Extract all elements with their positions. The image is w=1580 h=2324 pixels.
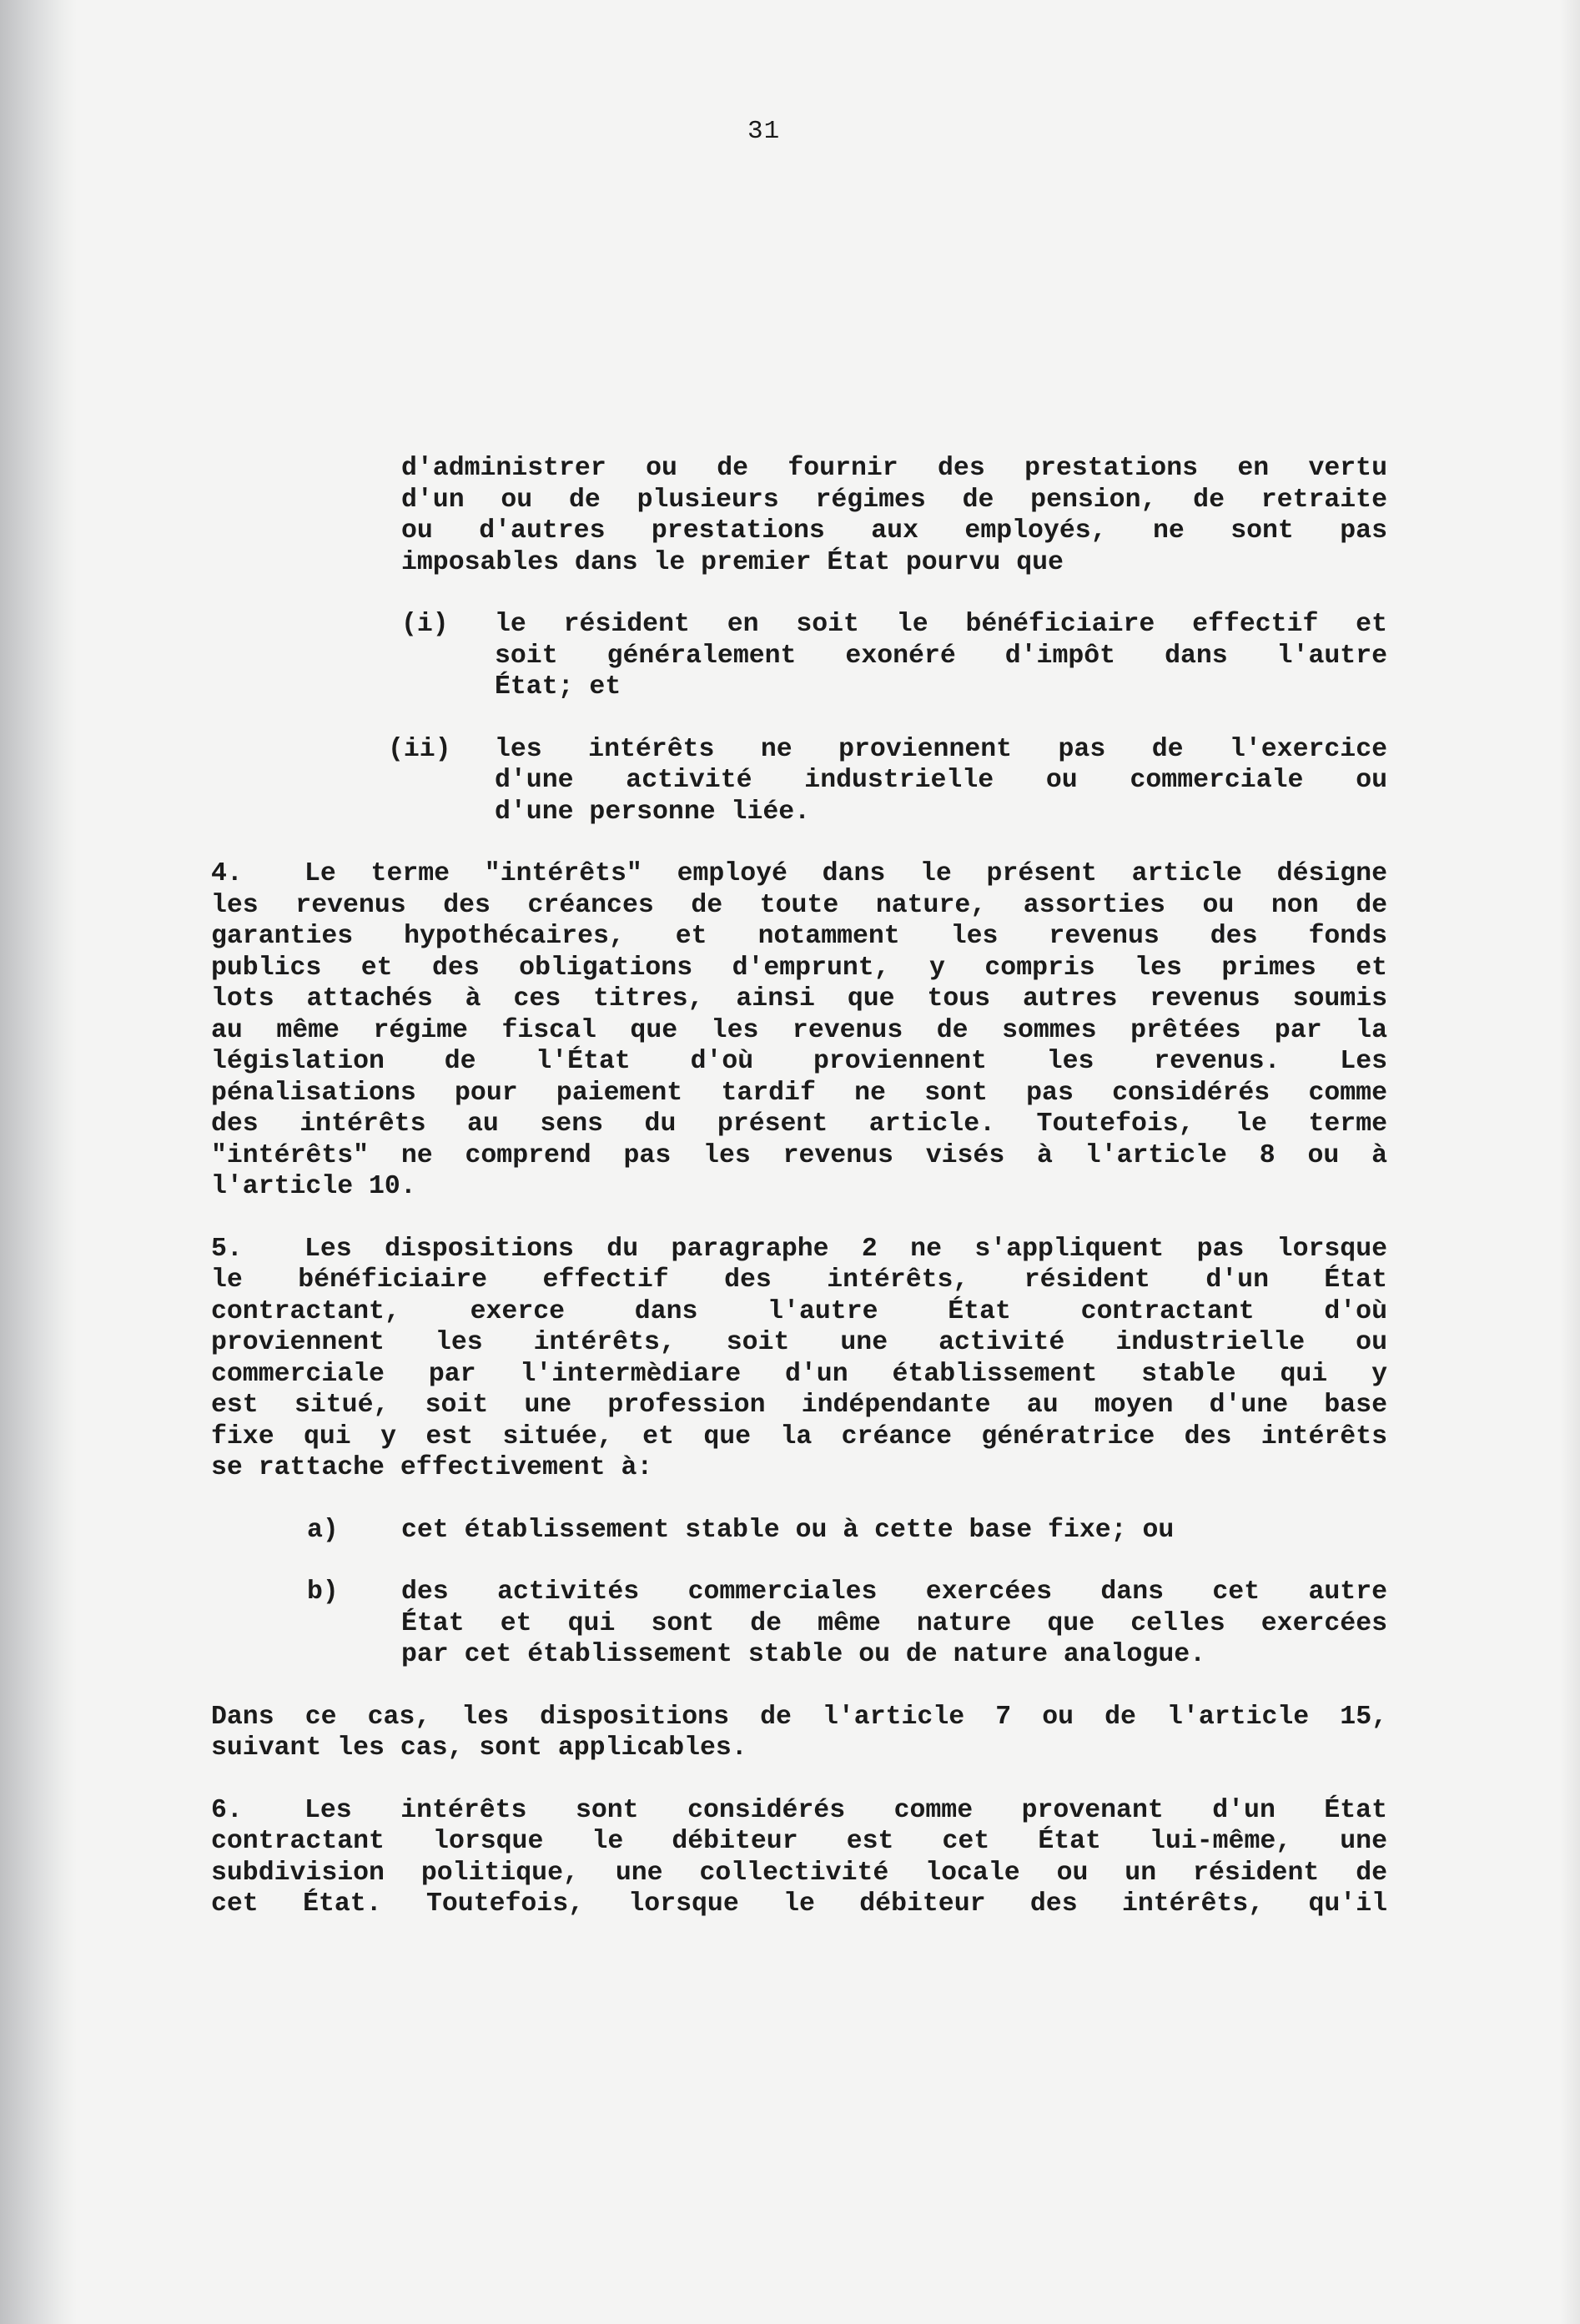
text-line: des intérêts au sens du présent article. Toutefois, le terme bbox=[211, 1109, 1387, 1139]
text-line: d'une personne liée. bbox=[495, 797, 811, 827]
text-line: imposables dans le premier État pourvu que bbox=[401, 547, 1064, 577]
text-line: contractant, exerce dans l'autre État contractant d'où bbox=[211, 1296, 1387, 1326]
text-line: proviennent les intérêts, soit une activité industrielle ou bbox=[211, 1328, 1387, 1357]
text-line: publics et des obligations d'emprunt, y compris les primes et bbox=[211, 953, 1387, 983]
paragraph-number: 4. bbox=[211, 859, 243, 888]
paragraph-number: 5. bbox=[211, 1234, 243, 1264]
paragraph-6 bbox=[211, 1795, 1387, 1920]
list-marker: a) bbox=[307, 1515, 339, 1545]
paragraph-4 bbox=[211, 858, 1387, 1203]
list-marker: (i) bbox=[401, 610, 449, 639]
condition-item-ii bbox=[211, 734, 1387, 828]
text-line: d'un ou de plusieurs régimes de pension, de retraite bbox=[401, 485, 1387, 515]
text-line: commerciale par l'intermèdiare d'un établissement stable qui y bbox=[211, 1359, 1387, 1389]
text-line bbox=[211, 1795, 1387, 1827]
condition-item-i bbox=[211, 609, 1387, 703]
text-line: contractant lorsque le débiteur est cet État lui-même, une bbox=[211, 1827, 1387, 1856]
text-line: par cet établissement stable ou de nature analogue. bbox=[401, 1640, 1206, 1669]
text-line: pénalisations pour paiement tardif ne sont pas considérés comme bbox=[211, 1078, 1387, 1108]
text-line: au même régime fiscal que les revenus de sommes prêtées par la bbox=[211, 1015, 1387, 1045]
text-line: le bénéficiaire effectif des intérêts, résident d'un État bbox=[211, 1265, 1387, 1295]
text-line: fixe qui y est située, et que la créance génératrice des intérêts bbox=[211, 1421, 1387, 1451]
text-line-content: Le terme "intérêts" employé dans le présent article désigne bbox=[304, 859, 1387, 888]
text-line: d'administrer ou de fournir des prestations en vertu bbox=[401, 454, 1387, 483]
text-line: subdivision politique, une collectivité locale ou un résident de bbox=[211, 1858, 1387, 1888]
text-line bbox=[211, 858, 1387, 890]
list-item-a bbox=[211, 1515, 1387, 1547]
document-body bbox=[211, 453, 1387, 1920]
list-marker: b) bbox=[307, 1577, 339, 1607]
text-line bbox=[211, 1234, 1387, 1265]
text-line-content: Les intérêts sont considérés comme provenant d'un État bbox=[304, 1795, 1387, 1825]
text-line: est situé, soit une profession indépendante au moyen d'une base bbox=[211, 1391, 1387, 1420]
text-line: se rattache effectivement à: bbox=[211, 1453, 653, 1482]
text-line: ou d'autres prestations aux employés, ne sont pas bbox=[401, 516, 1387, 546]
text-line: "intérêts" ne comprend pas les revenus visés à l'article 8 ou à bbox=[211, 1140, 1387, 1170]
text-line: les intérêts ne proviennent pas de l'exercice bbox=[495, 734, 1387, 764]
text-line: État; et bbox=[495, 672, 621, 702]
text-line-content: Les dispositions du paragraphe 2 ne s'appliquent pas lorsque bbox=[304, 1234, 1387, 1264]
list-marker: (ii) bbox=[388, 734, 451, 764]
text-line: suivant les cas, sont applicables. bbox=[211, 1733, 747, 1763]
text-line: soit généralement exonéré d'impôt dans l'autre bbox=[495, 641, 1387, 671]
paragraph-number: 6. bbox=[211, 1795, 243, 1825]
text-line: État et qui sont de même nature que celles exercées bbox=[401, 1608, 1387, 1638]
text-line: garanties hypothécaires, et notamment les revenus des fonds bbox=[211, 922, 1387, 951]
text-line: l'article 10. bbox=[211, 1172, 416, 1201]
text-line: des activités commerciales exercées dans cet autre bbox=[401, 1577, 1387, 1607]
text-line: lots attachés à ces titres, ainsi que tous autres revenus soumis bbox=[211, 984, 1387, 1014]
text-line: d'une activité industrielle ou commerciale ou bbox=[495, 766, 1387, 795]
list-item-b bbox=[211, 1577, 1387, 1671]
paragraph-5-closing bbox=[211, 1702, 1387, 1764]
text-line: le résident en soit le bénéficiaire effectif et bbox=[495, 610, 1387, 639]
text-line: cet État. Toutefois, lorsque le débiteur des intérêts, qu'il bbox=[211, 1889, 1387, 1919]
page-number: 31 bbox=[747, 117, 781, 146]
text-line: Dans ce cas, les dispositions de l'article 7 ou de l'article 15, bbox=[211, 1702, 1387, 1732]
page-edge bbox=[1560, 0, 1580, 2324]
text-line: cet établissement stable ou à cette base fixe; ou bbox=[401, 1515, 1175, 1545]
paragraph-5 bbox=[211, 1234, 1387, 1484]
text-line: les revenus des créances de toute nature, assorties ou non de bbox=[211, 890, 1387, 920]
binding-shadow bbox=[0, 0, 77, 2324]
text-line: législation de l'État d'où proviennent les revenus. Les bbox=[211, 1047, 1387, 1076]
intro-paragraph bbox=[401, 453, 1387, 578]
